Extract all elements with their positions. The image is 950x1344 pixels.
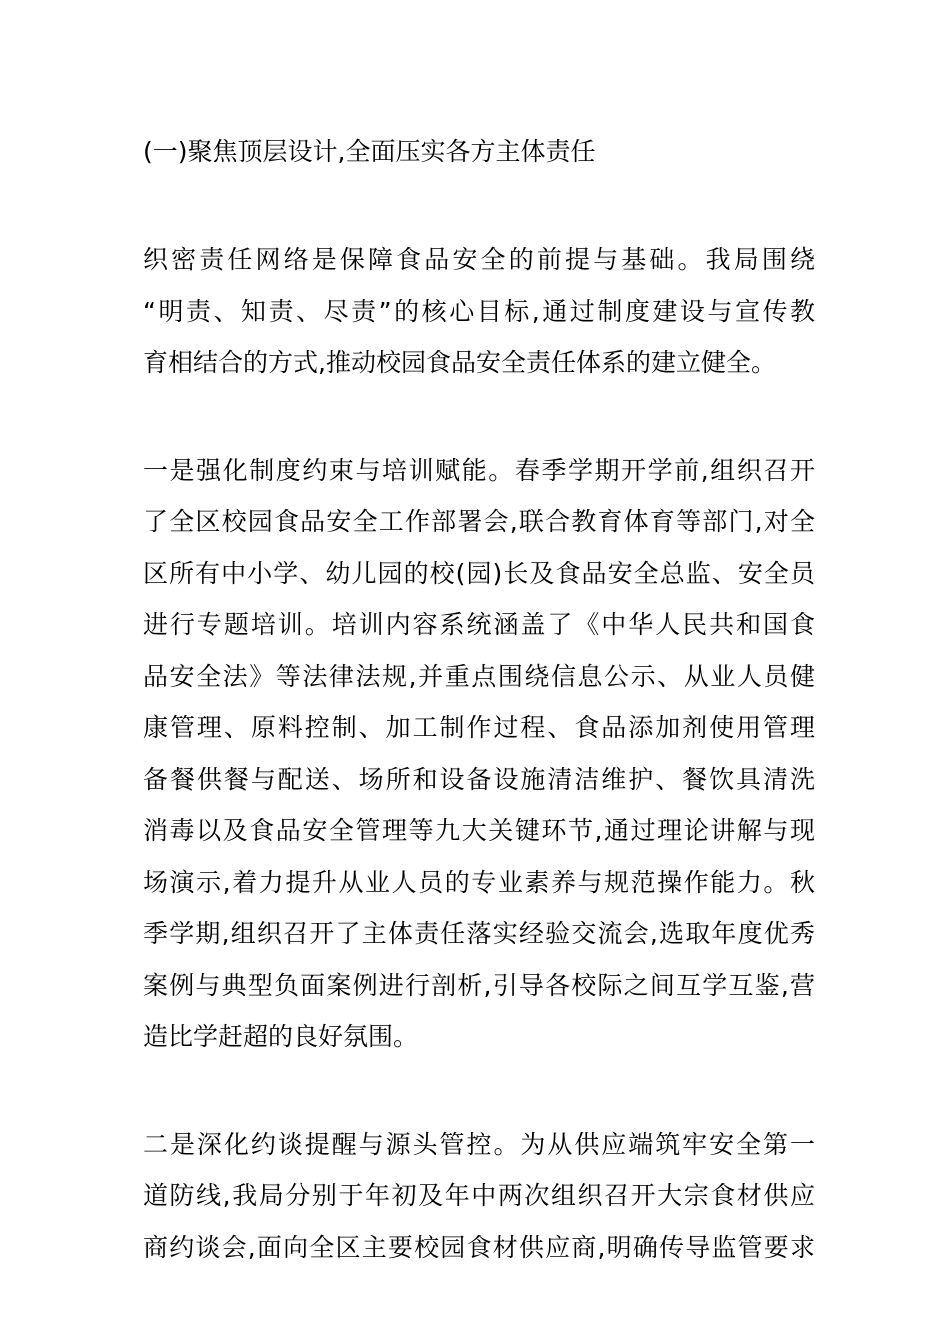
text-line: 一是强化制度约束与培训赋能。春季学期开学前,组织召开 (143, 455, 815, 485)
text-line: 消毒以及食品安全管理等九大关键环节,通过理论讲解与现 (143, 816, 815, 845)
section-heading: (一)聚焦顶层设计,全面压实各方主体责任 (143, 137, 596, 166)
text-line: 造比学赶超的良好氛围。 (143, 1022, 419, 1051)
text-line: 进行专题培训。培训内容系统涵盖了《中华人民共和国食 (143, 610, 815, 639)
paragraph-responsibility-network (143, 234, 815, 389)
text-line: 场演示,着力提升从业人员的专业素养与规范操作能力。秋 (143, 867, 815, 897)
text-line: 备餐供餐与配送、场所和设备设施清洁维护、餐饮具清洗 (143, 764, 815, 794)
text-line: 区所有中小学、幼儿园的校(园)长及食品安全总监、安全员 (143, 558, 815, 588)
text-line: 育相结合的方式,推动校园食品安全责任体系的建立健全。 (143, 348, 776, 377)
text-line: 二是深化约谈提醒与源头管控。为从供应端筑牢安全第一 (143, 1129, 815, 1159)
text-line: 织密责任网络是保障食品安全的前提与基础。我局围绕 (143, 245, 815, 274)
text-line: 商约谈会,面向全区主要校园食材供应商,明确传导监管要求 (143, 1232, 815, 1262)
text-line: 康管理、原料控制、加工制作过程、食品添加剂使用管理 (143, 713, 815, 742)
text-line: “明责、知责、尽责”的核心目标,通过制度建设与宣传教 (143, 296, 815, 326)
text-line: 了全区校园食品安全工作部署会,联合教育体育等部门,对全 (143, 507, 815, 536)
text-line: 品安全法》等法律法规,并重点围绕信息公示、从业人员健 (143, 661, 815, 691)
text-line: 道防线,我局分别于年初及年中两次组织召开大宗食材供应 (143, 1181, 815, 1210)
paragraph-training (143, 445, 815, 1063)
document-body (143, 126, 815, 1329)
paragraph-supplier-interviews (143, 1119, 815, 1274)
text-line: 案例与典型负面案例进行剖析,引导各校际之间互学互鉴,营 (143, 970, 815, 1000)
text-line: 季学期,组织召开了主体责任落实经验交流会,选取年度优秀 (143, 919, 815, 948)
